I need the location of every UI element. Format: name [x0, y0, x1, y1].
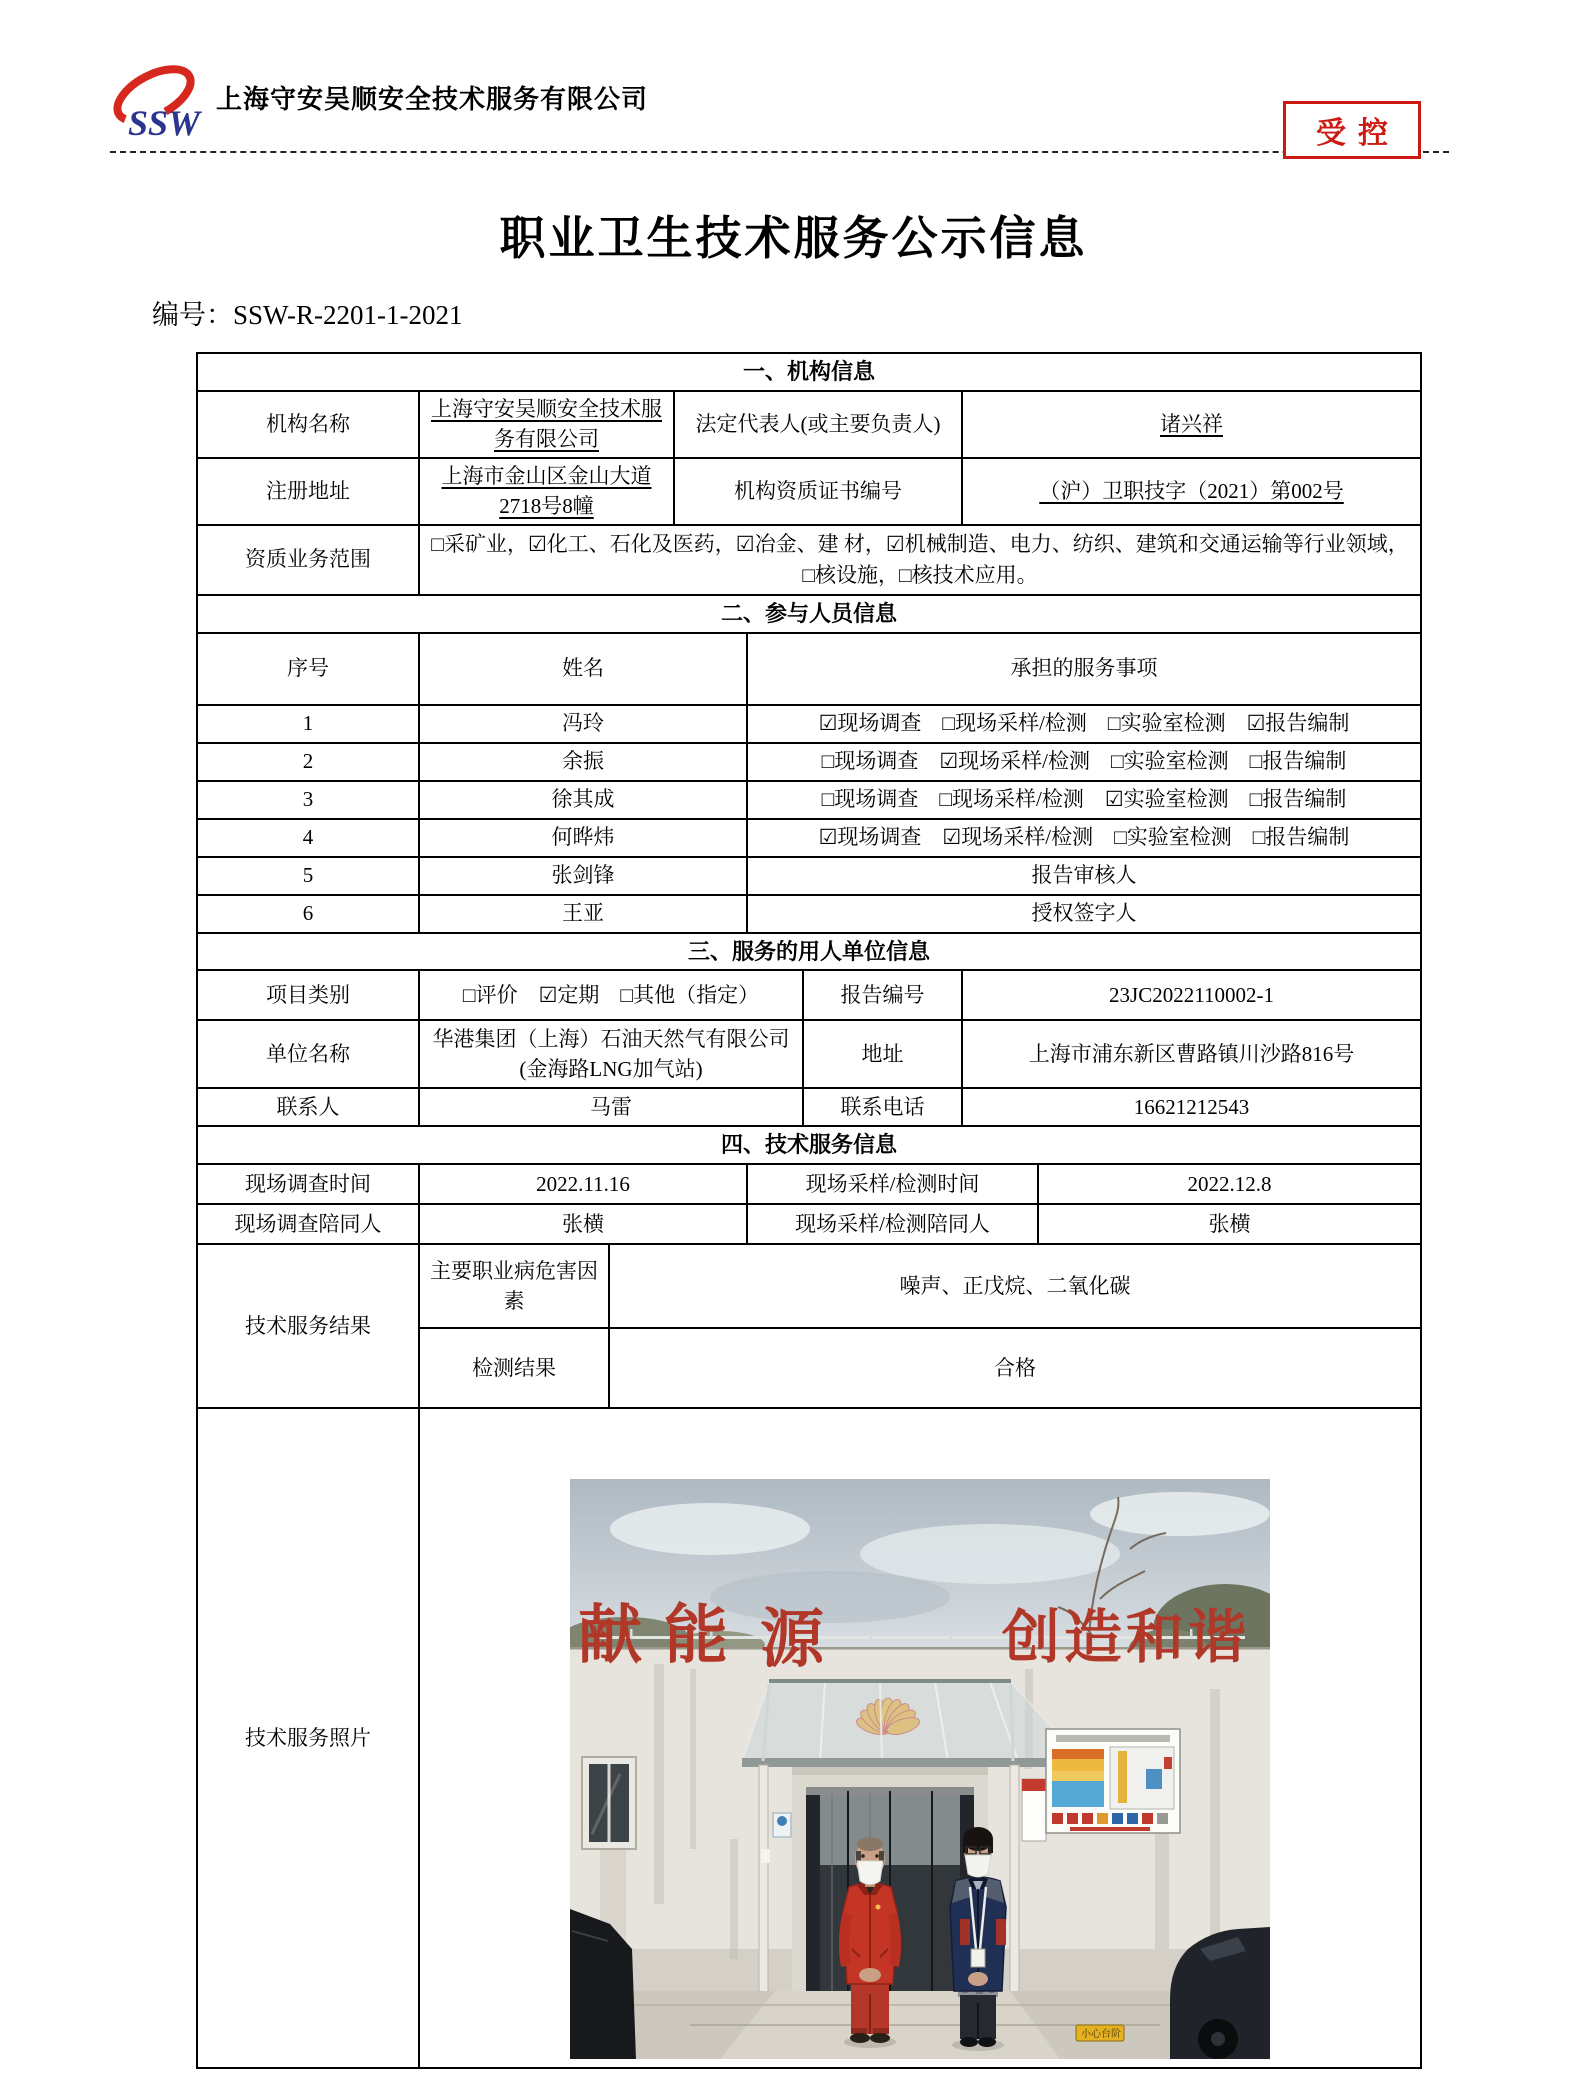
- site-photo: [570, 1479, 1270, 2059]
- hazard-value: 噪声、正戊烷、二氧化碳: [609, 1244, 1421, 1328]
- section1-header-row: [197, 353, 1421, 391]
- employer-addr-label: 地址: [803, 1020, 962, 1088]
- participant-row: [197, 857, 1421, 895]
- participant-row: [197, 781, 1421, 819]
- cert-label: 机构资质证书编号: [674, 458, 962, 525]
- scope-value: □采矿业，☑化工、石化及医药，☑冶金、建 材，☑机械制造、电力、纺织、建筑和交通运输等行业领域，□核设施，□核技术应用。: [419, 525, 1421, 595]
- survey-escort-label: 现场调查陪同人: [197, 1204, 419, 1244]
- conclusion-label: 检测结果: [419, 1328, 609, 1408]
- col-service-header: 承担的服务事项: [747, 633, 1421, 705]
- participant-no: 3: [197, 781, 419, 819]
- project-type-row: [197, 970, 1421, 1020]
- participant-service: 授权签字人: [747, 895, 1421, 933]
- conclusion-value: 合格: [609, 1328, 1421, 1408]
- company-name: 上海守安吴顺安全技术服务有限公司: [216, 84, 649, 114]
- org-address-label: 注册地址: [197, 458, 419, 525]
- participant-no: 4: [197, 819, 419, 857]
- hazard-label: 主要职业病危害因素: [419, 1244, 609, 1328]
- section3-header-row: [197, 933, 1421, 971]
- participant-name: 何晔炜: [419, 819, 747, 857]
- org-address-value: 上海市金山区金山大道2718号8幢: [419, 458, 674, 525]
- legal-rep-value: 诸兴祥: [962, 391, 1421, 458]
- page-title: 职业卫生技术服务公示信息: [499, 213, 1088, 264]
- participant-service: □现场调查 ☑现场采样/检测 □实验室检测 □报告编制: [747, 743, 1421, 781]
- org-name-row: [197, 391, 1421, 458]
- participant-service: ☑现场调查 □现场采样/检测 □实验室检测 ☑报告编制: [747, 705, 1421, 743]
- scope-row: [197, 525, 1421, 595]
- page-header: [110, 0, 1449, 153]
- employer-label: 单位名称: [197, 1020, 419, 1088]
- phone-label: 联系电话: [803, 1088, 962, 1126]
- employer-addr-value: 上海市浦东新区曹路镇川沙路816号: [962, 1020, 1421, 1088]
- legal-rep-label: 法定代表人(或主要负责人): [674, 391, 962, 458]
- sampling-date-value: 2022.12.8: [1038, 1164, 1421, 1204]
- scope-label: 资质业务范围: [197, 525, 419, 595]
- caution-sign: [1076, 2025, 1124, 2041]
- participant-row: [197, 705, 1421, 743]
- project-type-label: 项目类别: [197, 970, 419, 1020]
- org-name-label: 机构名称: [197, 391, 419, 458]
- sampling-escort-label: 现场采样/检测陪同人: [747, 1204, 1038, 1244]
- report-no-value: 23JC2022110002-1: [962, 970, 1421, 1020]
- info-table: [196, 352, 1422, 2069]
- report-no-label: 报告编号: [803, 970, 962, 1020]
- col-no-header: 序号: [197, 633, 419, 705]
- sampling-date-label: 现场采样/检测时间: [747, 1164, 1038, 1204]
- banner-mid-text: 源: [760, 1604, 824, 1676]
- photo-row: [197, 1408, 1421, 2068]
- doc-number: 编号：SSW-R-2201-1-2021: [152, 300, 463, 330]
- sampling-escort-value: 张横: [1038, 1204, 1421, 1244]
- section4-title: 四、技术服务信息: [197, 1126, 1421, 1164]
- hazard-row: [197, 1244, 1421, 1328]
- site-photo-image: [570, 1479, 1270, 2059]
- photo-label: 技术服务照片: [197, 1408, 419, 2068]
- banner-right-text: 创造和谐: [1002, 1605, 1251, 1671]
- controlled-stamp: 受控: [1283, 101, 1421, 159]
- cert-value: （沪）卫职技字（2021）第002号: [962, 458, 1421, 525]
- project-type-value: □评价 ☑定期 □其他（指定）: [419, 970, 803, 1020]
- participant-service: 报告审核人: [747, 857, 1421, 895]
- photo-ground: [570, 1991, 1270, 2059]
- org-name-value: 上海守安吴顺安全技术服务有限公司: [419, 391, 674, 458]
- participant-name: 徐其成: [419, 781, 747, 819]
- service-result-label: 技术服务结果: [197, 1244, 419, 1408]
- participant-row: [197, 895, 1421, 933]
- participants-header-row: [197, 633, 1421, 705]
- participant-name: 张剑锋: [419, 857, 747, 895]
- ssw-logo-icon: [112, 57, 208, 147]
- participant-name: 余振: [419, 743, 747, 781]
- phone-value: 16621212543: [962, 1088, 1421, 1126]
- participant-no: 2: [197, 743, 419, 781]
- banner-left-text: 献能: [578, 1600, 750, 1672]
- escort-row: [197, 1204, 1421, 1244]
- participant-no: 5: [197, 857, 419, 895]
- section2-title: 二、参与人员信息: [197, 595, 1421, 633]
- participant-no: 6: [197, 895, 419, 933]
- photo-container: [419, 1408, 1421, 2068]
- contact-value: 马雷: [419, 1088, 803, 1126]
- participant-service: ☑现场调查 ☑现场采样/检测 □实验室检测 □报告编制: [747, 819, 1421, 857]
- section2-header-row: [197, 595, 1421, 633]
- logo-text: SSW: [128, 103, 201, 143]
- participant-service: □现场调查 □现场采样/检测 ☑实验室检测 □报告编制: [747, 781, 1421, 819]
- caution-sign-text: 小心台阶: [1081, 2029, 1121, 2041]
- contact-row: [197, 1088, 1421, 1126]
- participant-name: 王亚: [419, 895, 747, 933]
- participant-row: [197, 743, 1421, 781]
- participant-no: 1: [197, 705, 419, 743]
- survey-date-value: 2022.11.16: [419, 1164, 747, 1204]
- photo-info-board: [1046, 1729, 1180, 1833]
- employer-row: [197, 1020, 1421, 1088]
- section3-title: 三、服务的用人单位信息: [197, 933, 1421, 971]
- participant-row: [197, 819, 1421, 857]
- col-name-header: 姓名: [419, 633, 747, 705]
- org-address-row: [197, 458, 1421, 525]
- section4-header-row: [197, 1126, 1421, 1164]
- photo-window: [582, 1757, 636, 1849]
- logo-block: [112, 57, 648, 147]
- participant-name: 冯玲: [419, 705, 747, 743]
- contact-label: 联系人: [197, 1088, 419, 1126]
- survey-escort-value: 张横: [419, 1204, 747, 1244]
- survey-date-label: 现场调查时间: [197, 1164, 419, 1204]
- employer-value: 华港集团（上海）石油天然气有限公司(金海路LNG加气站): [419, 1020, 803, 1088]
- section1-title: 一、机构信息: [197, 353, 1421, 391]
- survey-date-row: [197, 1164, 1421, 1204]
